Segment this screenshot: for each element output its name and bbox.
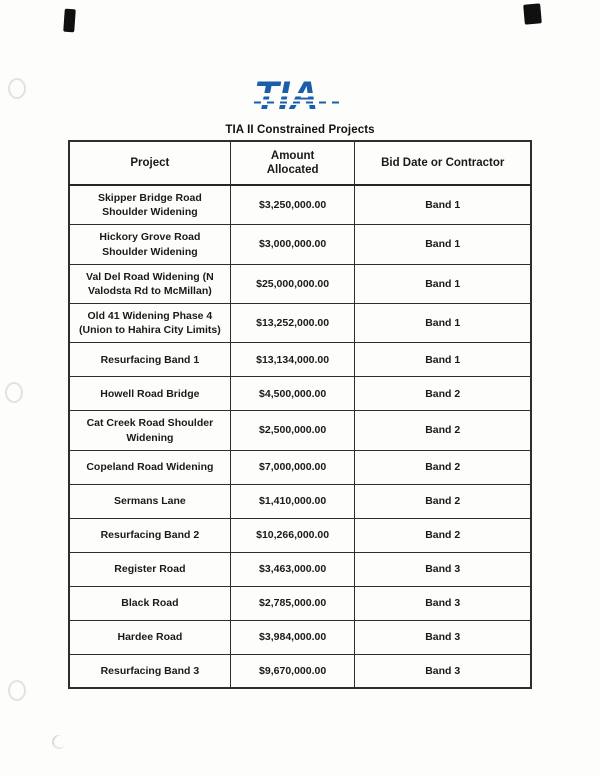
project-cell: Sermans Lane: [69, 484, 230, 518]
amount-cell: $2,785,000.00: [230, 586, 355, 620]
table-row: [69, 450, 531, 484]
amount-cell: $4,500,000.00: [230, 377, 355, 411]
band-cell: Band 1: [355, 304, 531, 343]
project-cell: Hickory Grove Road Shoulder Widening: [69, 225, 230, 264]
project-cell: Old 41 Widening Phase 4 (Union to Hahira City Limits): [69, 304, 230, 343]
amount-cell: $2,500,000.00: [230, 411, 355, 450]
amount-cell: $3,463,000.00: [230, 552, 355, 586]
tia-logo-graphic: [252, 74, 348, 116]
table-row: [69, 552, 531, 586]
table-row: [69, 586, 531, 620]
band-cell: Band 2: [355, 411, 531, 450]
project-cell: Cat Creek Road Shoulder Widening: [69, 411, 230, 450]
amount-cell: $9,670,000.00: [230, 654, 355, 688]
column-header-bid-date: [355, 141, 531, 185]
band-cell: Band 2: [355, 377, 531, 411]
table-row: [69, 185, 531, 225]
table-row: [69, 304, 531, 343]
table-row: [69, 620, 531, 654]
table-row: [69, 654, 531, 688]
band-cell: Band 3: [355, 620, 531, 654]
project-cell: Resurfacing Band 2: [69, 518, 230, 552]
project-cell: Black Road: [69, 586, 230, 620]
scan-artifact-top-left: [63, 9, 76, 33]
amount-cell: $13,252,000.00: [230, 304, 355, 343]
column-header-project: [69, 141, 230, 185]
amount-cell: $10,266,000.00: [230, 518, 355, 552]
project-cell: Resurfacing Band 1: [69, 343, 230, 377]
document-header: [0, 74, 600, 136]
projects-table: [68, 140, 532, 689]
amount-cell: $13,134,000.00: [230, 343, 355, 377]
punch-hole-bottom: [8, 680, 26, 701]
scan-artifact-bottom-left: [50, 733, 68, 751]
band-cell: Band 1: [355, 185, 531, 225]
table-row: [69, 518, 531, 552]
project-cell: Register Road: [69, 552, 230, 586]
project-cell: Howell Road Bridge: [69, 377, 230, 411]
band-cell: Band 3: [355, 654, 531, 688]
projects-table-body: [69, 185, 531, 688]
table-row: [69, 411, 531, 450]
amount-cell: $3,250,000.00: [230, 185, 355, 225]
project-cell: Resurfacing Band 3: [69, 654, 230, 688]
band-cell: Band 1: [355, 225, 531, 264]
band-cell: Band 3: [355, 552, 531, 586]
column-header-amount-label: Amount Allocated: [266, 149, 319, 176]
document-title: TIA II Constrained Projects: [225, 124, 375, 136]
tia-logo: [252, 74, 348, 116]
table-row: [69, 377, 531, 411]
table-row: [69, 225, 531, 264]
band-cell: Band 2: [355, 518, 531, 552]
table-header-row: [69, 141, 531, 185]
amount-cell: $1,410,000.00: [230, 484, 355, 518]
table-row: [69, 484, 531, 518]
punch-hole-middle: [5, 382, 23, 403]
table-row: [69, 264, 531, 303]
band-cell: Band 1: [355, 264, 531, 303]
scan-artifact-top-right: [523, 3, 542, 24]
band-cell: Band 2: [355, 450, 531, 484]
amount-cell: $25,000,000.00: [230, 264, 355, 303]
amount-cell: $3,984,000.00: [230, 620, 355, 654]
column-header-project-label: Project: [130, 157, 170, 169]
column-header-amount: [230, 141, 355, 185]
amount-cell: $3,000,000.00: [230, 225, 355, 264]
project-cell: Val Del Road Widening (N Valodsta Rd to McMillan): [69, 264, 230, 303]
table-row: [69, 343, 531, 377]
band-cell: Band 1: [355, 343, 531, 377]
band-cell: Band 2: [355, 484, 531, 518]
project-cell: Skipper Bridge Road Shoulder Widening: [69, 185, 230, 225]
project-cell: Copeland Road Widening: [69, 450, 230, 484]
band-cell: Band 3: [355, 586, 531, 620]
column-header-bid-date-label: Bid Date or Contractor: [381, 157, 505, 169]
project-cell: Hardee Road: [69, 620, 230, 654]
logo-road-stripe-upper: [252, 93, 348, 97]
amount-cell: $7,000,000.00: [230, 450, 355, 484]
